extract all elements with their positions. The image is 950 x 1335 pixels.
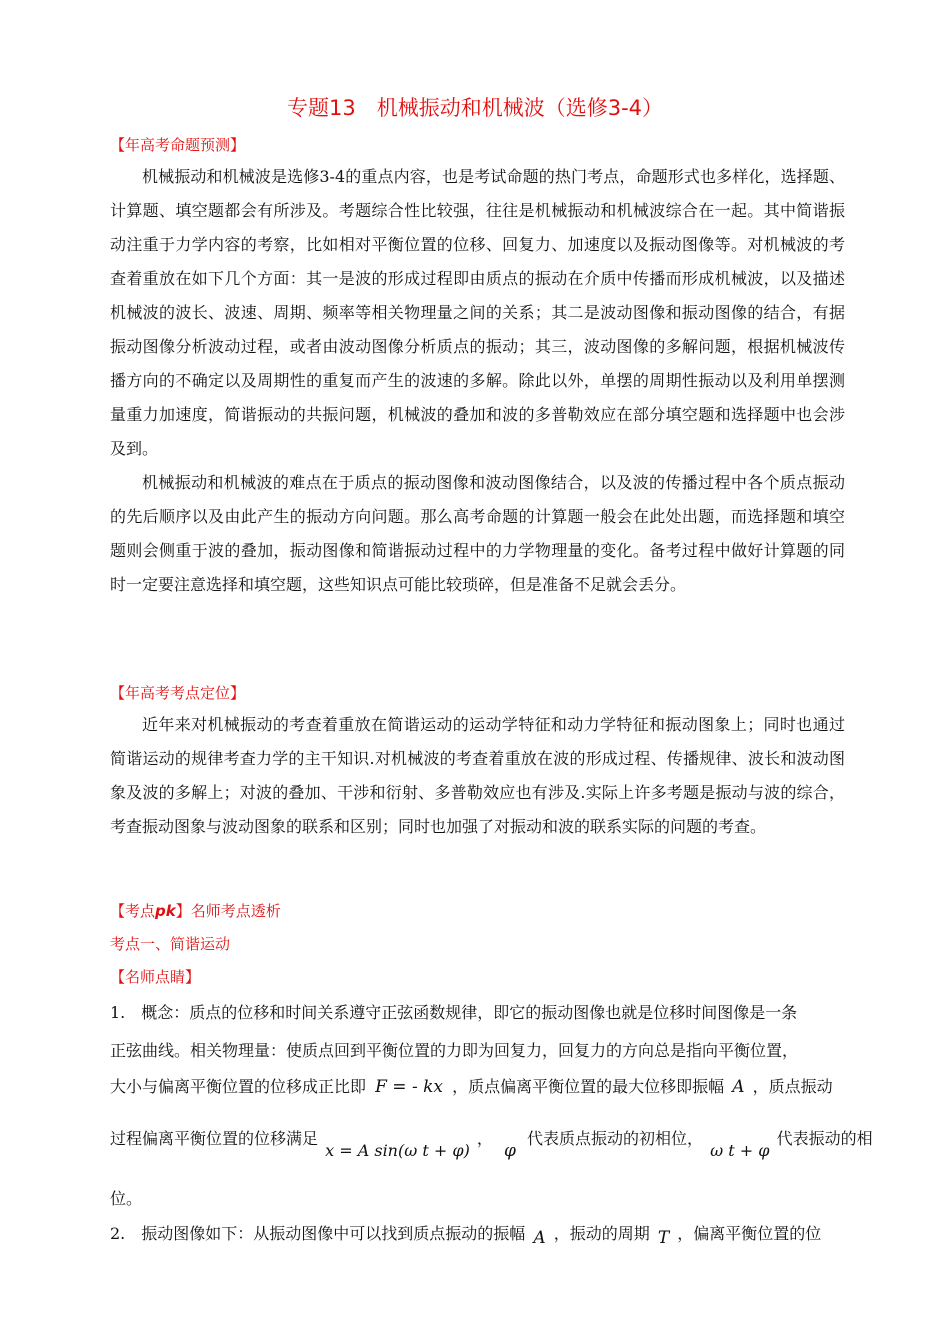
pk-prefix: 【考点 — [110, 902, 156, 920]
section-heading-topic-1: 考点一、简谐运动 — [110, 935, 231, 953]
item1-line4-text-c: 代表质点振动的初相位， — [527, 1129, 704, 1148]
pk-label: pk — [155, 902, 176, 920]
item1-line3-text-a: 大小与偏离平衡位置的位移成正比即 — [110, 1077, 367, 1096]
symbol-period: T — [657, 1228, 670, 1248]
pk-suffix: 】名师考点透析 — [175, 902, 281, 920]
formula-restoring-force: F = - kx — [375, 1077, 443, 1097]
section-heading-tips: 【名师点睛】 — [110, 968, 201, 986]
formula-phase: ω t + φ — [710, 1141, 770, 1160]
item1-line2: 正弦曲线。相关物理量：使质点回到平衡位置的力即为回复力，回复力的方向总是指向平衡位置， — [110, 1041, 799, 1060]
section-heading-location: 【年高考考点定位】 — [110, 684, 246, 702]
section-heading-pk — [110, 900, 281, 921]
item2-text-c: ，偏离平衡位置的位 — [677, 1224, 822, 1243]
item1-line3-text-c: ，质点振动 — [752, 1077, 833, 1096]
paragraph-location — [110, 708, 845, 844]
item2-text-b: ，振动的周期 — [553, 1224, 650, 1243]
item2-text-a: 2. 振动图像如下：从振动图像中可以找到质点振动的振幅 — [110, 1224, 526, 1243]
item1-line1: 1. 概念：质点的位移和时间关系遵守正弦函数规律，即它的振动图像也就是位移时间图像是一条 — [110, 1003, 798, 1022]
page-title: 专题13 机械振动和机械波（选修3-4） — [286, 96, 664, 120]
item2-line1 — [110, 1221, 822, 1248]
paragraph-location-1: 近年来对机械振动的考查着重放在简谐运动的运动学特征和动力学特征和振动图象上；同时也通过简谐运动的规律考查力学的主干知识.对机械波的考查着重放在波的形成过程、传播规律、波长和波动图象及波的多解上；对波的叠加、干涉和衍射、多普勒效应也有涉及.实际上许多考题是振动与波的综合，考查振动图象与波动图象的联系和区别；同时也加强了对振动和波的联系实际的问题的考查。 — [110, 715, 845, 836]
item1-line4-text-d: 代表振动的相 — [776, 1129, 873, 1148]
symbol-amplitude-2: A — [533, 1228, 546, 1248]
item1-line4-text-b: ， — [476, 1129, 493, 1148]
item1-line4 — [110, 1126, 873, 1161]
paragraph-forecast — [110, 160, 845, 602]
symbol-amplitude: A — [732, 1077, 745, 1097]
paragraph-forecast-1: 机械振动和机械波是选修3-4的重点内容，也是考试命题的热门考点，命题形式也多样化，选择题、计算题、填空题都会有所涉及。考题综合性比较强，往往是机械振动和机械波综合在一起。其中简谐振动注重于力学内容的考察，比如相对平衡位置的位移、回复力、加速度以及振动图像等。对机械波的考查着重放在如下几个方面：其一是波的形成过程即由质点的振动在介质中传播而形成机械波，以及描述机械波的波长、波速、周期、频率等相关物理量之间的关系；其二是波动图像和振动图像的结合，有据振动图像分析波动过程，或者由波动图像分析质点的振动；其三，波动图像的多解问题，根据机械波传播方向的不确定以及周期性的重复而产生的波速的多解。除此以外，单摆的周期性振动以及利用单摆测量重力加速度，简谐振动的共振问题，机械波的叠加和波的多普勒效应在部分填空题和选择题中也会涉及到。 — [110, 167, 845, 458]
paragraph-forecast-2: 机械振动和机械波的难点在于质点的振动图像和波动图像结合，以及波的传播过程中各个质点振动的先后顺序以及由此产生的振动方向问题。那么高考命题的计算题一般会在此处出题，而选择题和填空题则会侧重于波的叠加，振动图像和简谐振动过程中的力学物理量的变化。备考过程中做好计算题的同时一定要注意选择和填空题，这些知识点可能比较琐碎，但是准备不足就会丢分。 — [110, 473, 845, 594]
item1-line3-text-b: ，质点偏离平衡位置的最大位移即振幅 — [452, 1077, 725, 1096]
formula-displacement: x = A sin(ω t + φ) — [325, 1141, 470, 1160]
item1-line4-text-a: 过程偏离平衡位置的位移满足 — [110, 1129, 319, 1148]
section-heading-forecast: 【年高考命题预测】 — [110, 136, 246, 154]
symbol-phase: φ — [504, 1141, 516, 1161]
item1-line5: 位。 — [110, 1189, 143, 1208]
item1-line3 — [110, 1074, 833, 1097]
